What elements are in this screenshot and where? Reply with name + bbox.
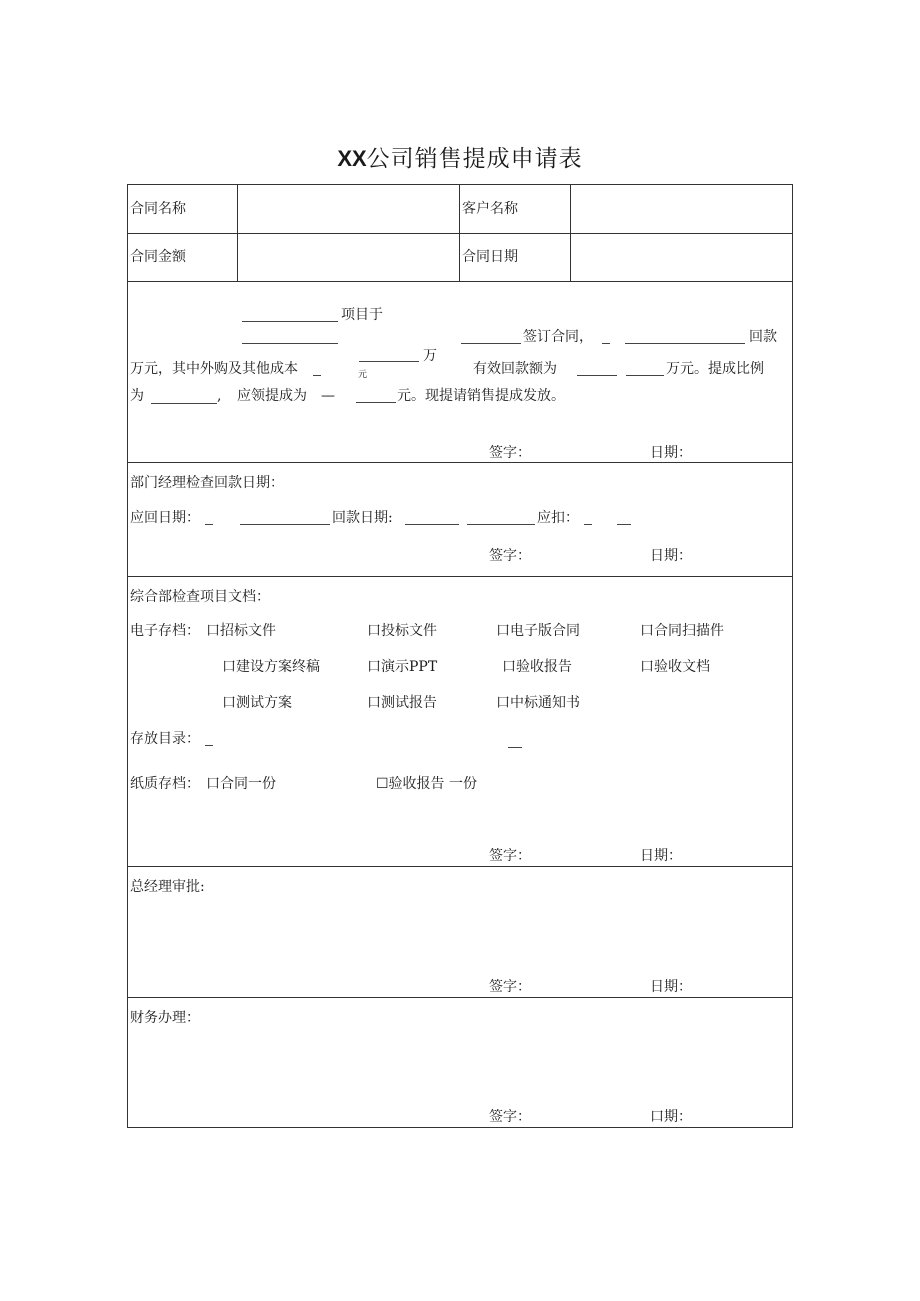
ratio-blank[interactable] bbox=[151, 387, 217, 404]
due-date-label: 应回日期： bbox=[130, 510, 200, 526]
checkbox-award-notice[interactable]: 口中标通知书 bbox=[496, 695, 580, 711]
project-at-text: 项目于 bbox=[341, 307, 383, 323]
checkbox-acceptance-doc[interactable]: 口验收文档 bbox=[640, 659, 710, 675]
column-divider bbox=[570, 184, 571, 281]
gm-date-label: 日期： bbox=[650, 979, 692, 995]
contract-date-label: 合同日期 bbox=[462, 249, 518, 265]
page-title: XX公司销售提成申请表 bbox=[337, 146, 583, 172]
gm-approval-area[interactable] bbox=[130, 900, 790, 970]
refund-date-blank-2[interactable] bbox=[467, 524, 535, 525]
wan-unit: 万 bbox=[423, 348, 437, 364]
border-left bbox=[127, 184, 128, 1128]
refund-text: 回款 bbox=[749, 329, 777, 345]
deduct-blank-a[interactable] bbox=[584, 524, 592, 525]
commission-blank[interactable] bbox=[356, 402, 396, 403]
summary-date-label: 日期： bbox=[650, 445, 692, 461]
directory-blank-a[interactable] bbox=[205, 745, 213, 746]
row-divider bbox=[127, 184, 793, 185]
finance-sign-label: 签字： bbox=[489, 1109, 531, 1125]
refund-date-label: 回款日期: bbox=[332, 510, 393, 526]
checkbox-paper-contract[interactable]: 口合同一份 bbox=[206, 776, 276, 792]
contract-amount-label: 合同金额 bbox=[130, 249, 186, 265]
should-receive-text: 应领提成为 bbox=[237, 388, 307, 404]
docs-sign-label: 签字： bbox=[489, 848, 531, 864]
row-divider bbox=[127, 866, 793, 867]
refund-amount-blank[interactable] bbox=[625, 343, 745, 344]
valid-refund-blank[interactable] bbox=[577, 375, 617, 376]
row-divider bbox=[127, 997, 793, 998]
cost-amount-blank[interactable] bbox=[359, 361, 419, 362]
paper-label: 纸质存档： bbox=[130, 776, 200, 792]
border-right bbox=[792, 184, 793, 1128]
checkbox-tender-doc[interactable]: 口投标文件 bbox=[367, 623, 437, 639]
row-divider bbox=[127, 281, 793, 282]
application-form bbox=[127, 184, 793, 1128]
customer-name-label: 客户名称 bbox=[462, 201, 518, 217]
checkbox-contract-scan[interactable]: 口合同扫描件 bbox=[640, 623, 724, 639]
finance-label: 财务办理： bbox=[130, 1010, 200, 1026]
due-date-blank[interactable] bbox=[240, 524, 330, 525]
deduct-blank[interactable] bbox=[617, 524, 631, 525]
checkbox-final-plan[interactable]: 口建设方案终稿 bbox=[222, 659, 320, 675]
outsourced-text: 万元，其中外购及其他成本 bbox=[130, 361, 298, 377]
deduct-label: 应扣： bbox=[537, 510, 579, 526]
gm-approval-label: 总经理审批: bbox=[130, 879, 205, 895]
valid-refund-blank-2[interactable] bbox=[626, 375, 664, 376]
cost-blank-a[interactable] bbox=[313, 375, 321, 376]
wei-text: 为 bbox=[130, 388, 144, 404]
customer-name-field[interactable] bbox=[572, 186, 790, 231]
dash-mark: — bbox=[321, 388, 335, 404]
column-divider bbox=[459, 184, 460, 281]
docs-date-label: 日期： bbox=[640, 848, 682, 864]
valid-refund-text: 有效回款额为 bbox=[473, 361, 557, 377]
refund-date-blank[interactable] bbox=[405, 524, 459, 525]
due-date-blank-a[interactable] bbox=[205, 524, 213, 525]
dept-date-label: 日期： bbox=[650, 548, 692, 564]
yuan-unit-small: 元 bbox=[358, 370, 368, 380]
row-divider bbox=[127, 1127, 793, 1128]
contract-date-field[interactable] bbox=[572, 235, 790, 279]
contract-name-field[interactable] bbox=[239, 186, 457, 231]
dept-check-label: 部门经理检查回款日期： bbox=[130, 475, 284, 491]
checkbox-bid-doc[interactable]: 口招标文件 bbox=[206, 623, 276, 639]
checkbox-test-report[interactable]: 口测试报告 bbox=[367, 695, 437, 711]
dept-sign-label: 签字： bbox=[489, 548, 531, 564]
project-name-blank[interactable] bbox=[242, 321, 338, 322]
contract-name-label: 合同名称 bbox=[130, 201, 186, 217]
checkbox-demo-ppt[interactable]: 口演示PPT bbox=[367, 659, 438, 675]
checkbox-paper-acceptance[interactable]: ☐验收报告 一份 bbox=[376, 776, 478, 792]
checkbox-acceptance-report[interactable]: 口验收报告 bbox=[502, 659, 572, 675]
sign-date-blank-2[interactable] bbox=[461, 343, 521, 344]
row-divider bbox=[127, 233, 793, 234]
column-divider bbox=[237, 184, 238, 281]
directory-blank[interactable] bbox=[508, 747, 522, 748]
contract-amount-field[interactable] bbox=[239, 235, 457, 279]
comma: , bbox=[217, 388, 222, 404]
row-divider bbox=[127, 462, 793, 463]
sign-date-blank[interactable] bbox=[242, 343, 338, 344]
row-divider bbox=[127, 576, 793, 577]
summary-sign-label: 签字： bbox=[489, 445, 531, 461]
finance-date-label: 口期： bbox=[650, 1109, 692, 1125]
electronic-label: 电子存档： bbox=[130, 623, 200, 639]
signed-text: 签订合同， bbox=[523, 329, 593, 345]
refund-blank-a[interactable] bbox=[602, 343, 610, 344]
checkbox-test-plan[interactable]: 口测试方案 bbox=[222, 695, 292, 711]
ratio-text: 万元。提成比例 bbox=[666, 361, 764, 377]
directory-label: 存放目录： bbox=[130, 731, 200, 747]
gm-sign-label: 签字： bbox=[489, 979, 531, 995]
checkbox-e-contract[interactable]: 口电子版合同 bbox=[496, 623, 580, 639]
docs-check-label: 综合部检查项目文档： bbox=[130, 589, 270, 605]
finance-area[interactable] bbox=[130, 1031, 790, 1101]
request-text: 元。现提请销售提成发放。 bbox=[397, 388, 565, 404]
